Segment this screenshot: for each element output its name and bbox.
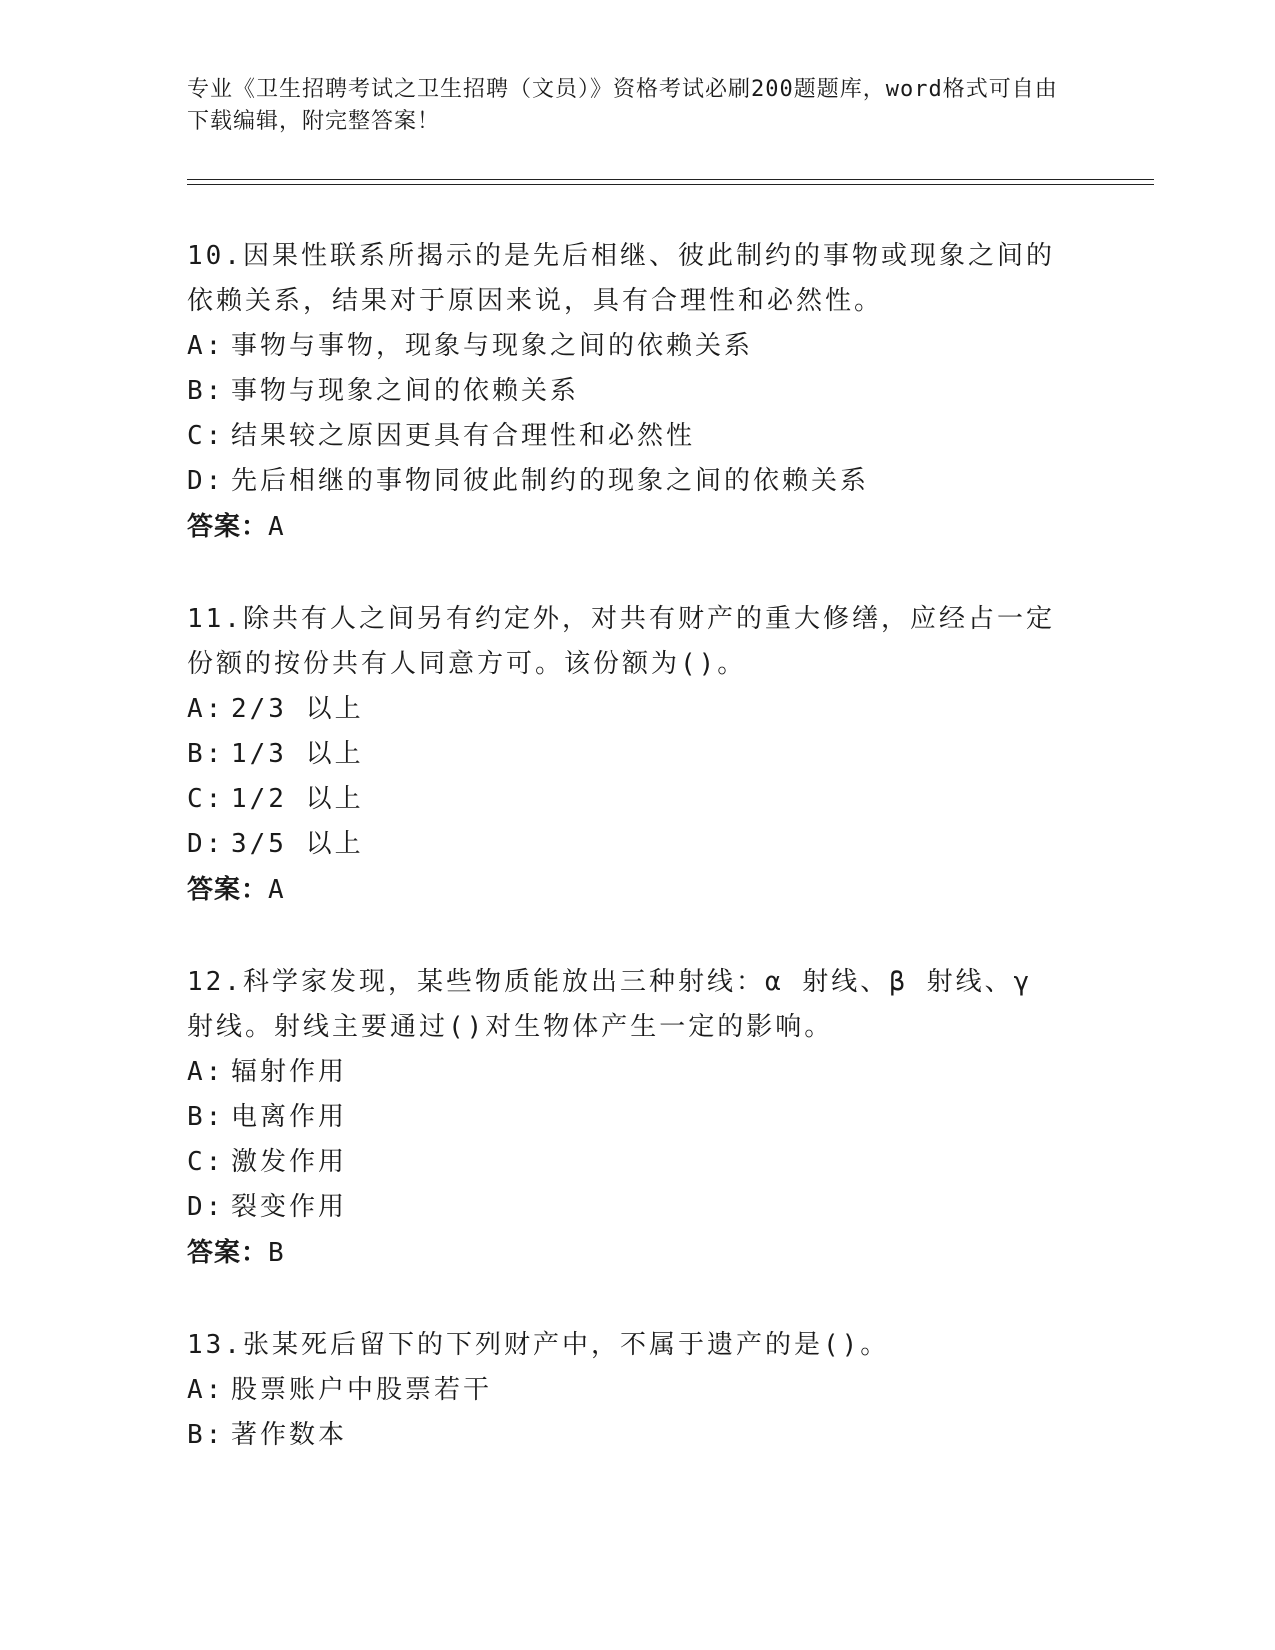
option-text: 事物与现象之间的依赖关系 [231, 376, 580, 406]
option-b [187, 369, 1067, 414]
option-letter: D: [187, 829, 225, 859]
option-a [187, 1050, 1067, 1095]
option-c [187, 1140, 1067, 1185]
answer-value: A [268, 875, 285, 905]
option-text: 1/3 以上 [231, 739, 364, 769]
option-b [187, 1413, 1067, 1458]
question-12 [187, 960, 1067, 1276]
answer-label: 答案： [187, 875, 269, 905]
option-text: 电离作用 [231, 1102, 348, 1132]
question-stem: 10.因果性联系所揭示的是先后相继、彼此制约的事物或现象之间的依赖关系，结果对于原因来说，具有合理性和必然性。 [187, 241, 1055, 316]
answer-label: 答案： [187, 512, 269, 542]
option-text: 著作数本 [231, 1420, 348, 1450]
option-text: 2/3 以上 [231, 694, 364, 724]
option-text: 辐射作用 [231, 1057, 348, 1087]
option-letter: C: [187, 784, 225, 814]
option-text: 激发作用 [231, 1147, 348, 1177]
option-letter: A: [187, 1057, 225, 1087]
option-text: 股票账户中股票若干 [231, 1375, 493, 1405]
answer-value: A [268, 512, 285, 542]
option-text: 先后相继的事物同彼此制约的现象之间的依赖关系 [231, 466, 870, 496]
option-c [187, 414, 1067, 459]
option-a [187, 324, 1067, 369]
option-letter: B: [187, 1420, 225, 1450]
option-text: 结果较之原因更具有合理性和必然性 [231, 421, 696, 451]
option-letter: C: [187, 1147, 225, 1177]
option-text: 事物与事物，现象与现象之间的依赖关系 [231, 331, 754, 361]
option-letter: D: [187, 1192, 225, 1222]
answer-line [187, 1230, 1067, 1276]
question-list [187, 234, 1067, 1505]
option-c [187, 777, 1067, 822]
option-a [187, 1368, 1067, 1413]
option-d [187, 1185, 1067, 1230]
document-header: 专业《卫生招聘考试之卫生招聘（文员）》资格考试必刷200题题库，word格式可自由下载编辑，附完整答案！ [187, 77, 1058, 134]
option-letter: A: [187, 331, 225, 361]
header-divider-top [187, 179, 1154, 180]
option-text: 1/2 以上 [231, 784, 364, 814]
option-letter: B: [187, 1102, 225, 1132]
option-letter: C: [187, 421, 225, 451]
option-letter: B: [187, 376, 225, 406]
option-b [187, 732, 1067, 777]
option-b [187, 1095, 1067, 1140]
option-a [187, 687, 1067, 732]
question-stem: 11.除共有人之间另有约定外，对共有财产的重大修缮，应经占一定份额的按份共有人同意方可。该份额为()。 [187, 604, 1055, 679]
option-letter: B: [187, 739, 225, 769]
option-text: 3/5 以上 [231, 829, 364, 859]
question-11 [187, 597, 1067, 913]
question-stem: 12.科学家发现，某些物质能放出三种射线：α 射线、β 射线、γ 射线。射线主要通过()对生物体产生一定的影响。 [187, 967, 1033, 1042]
answer-label: 答案： [187, 1238, 269, 1268]
answer-line [187, 504, 1067, 550]
question-stem: 13.张某死后留下的下列财产中，不属于遗产的是()。 [187, 1330, 890, 1360]
option-d [187, 459, 1067, 504]
option-letter: A: [187, 694, 225, 724]
answer-line [187, 867, 1067, 913]
header-divider-bottom [187, 184, 1154, 185]
option-letter: D: [187, 466, 225, 496]
option-text: 裂变作用 [231, 1192, 348, 1222]
question-10 [187, 234, 1067, 550]
option-letter: A: [187, 1375, 225, 1405]
question-13 [187, 1323, 1067, 1458]
answer-value: B [268, 1238, 285, 1268]
option-d [187, 822, 1067, 867]
